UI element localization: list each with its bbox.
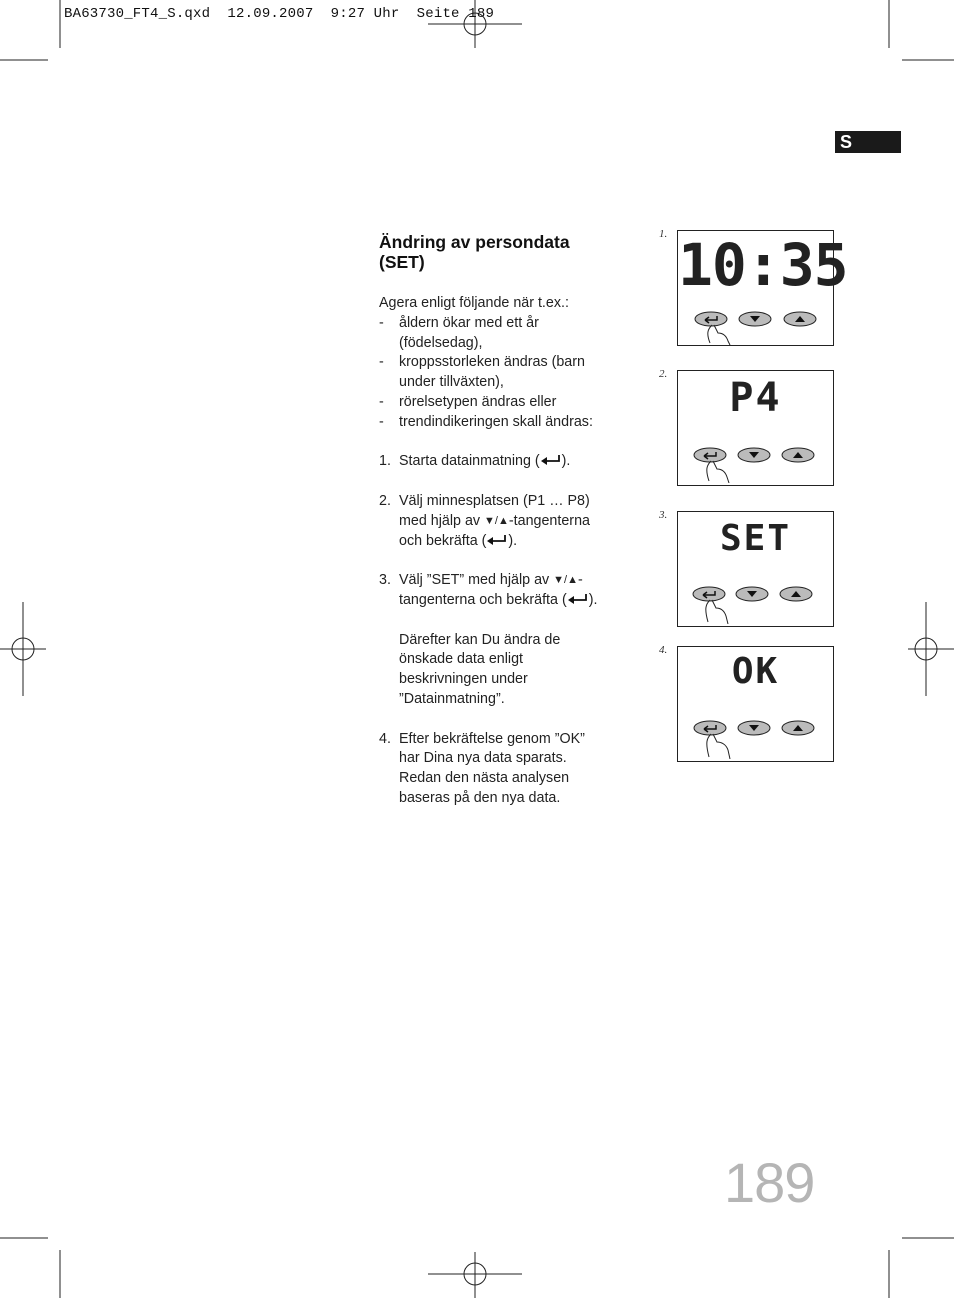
step-item xyxy=(379,631,609,710)
step-item xyxy=(379,730,609,809)
display-panel xyxy=(677,370,834,486)
enter-key-icon xyxy=(567,593,589,605)
section-title xyxy=(379,232,599,272)
figure-label: 2. xyxy=(659,368,668,380)
section-title-text: Ändring av persondata (SET) xyxy=(379,232,570,272)
bullet-text: kroppsstorleken ändras (barn under tillväxten), xyxy=(399,354,585,391)
list-item xyxy=(379,314,609,354)
language-tab xyxy=(835,131,901,153)
lcd-readout: OK xyxy=(731,651,780,692)
step-number: 1. xyxy=(379,453,391,470)
step-text: ). xyxy=(508,532,518,549)
bullet-marker: - xyxy=(379,354,384,371)
list-item xyxy=(379,353,609,393)
figure-label: 3. xyxy=(659,509,668,521)
page-number: 189 xyxy=(724,1151,815,1214)
figure-label: 1. xyxy=(659,228,668,240)
enter-button xyxy=(694,721,726,735)
bullet-text: åldern ökar med ett år (födelsedag), xyxy=(399,314,539,351)
button-row xyxy=(678,439,833,483)
enter-button xyxy=(693,587,725,601)
lcd-readout: SET xyxy=(719,518,792,559)
bullet-marker: - xyxy=(379,314,384,331)
step-text: Välj ”SET” med hjälp av xyxy=(399,572,554,589)
step-text: ). xyxy=(588,591,598,608)
button-row xyxy=(678,303,833,345)
enter-key-icon xyxy=(486,534,508,546)
figure-label: 4. xyxy=(659,644,668,656)
enter-button xyxy=(695,312,727,326)
pointing-hand-icon xyxy=(708,325,730,345)
list-item xyxy=(379,393,609,413)
step-number: 4. xyxy=(379,730,391,747)
bullet-text: rörelsetypen ändras eller xyxy=(399,393,557,410)
enter-button xyxy=(694,448,726,462)
display-panel xyxy=(677,511,834,627)
step-text: Därefter kan Du ändra de önskade data enligt beskrivningen under ”Datainmatning”. xyxy=(399,631,561,707)
intro-text: Agera enligt följande när t.ex.: xyxy=(379,295,569,311)
step-text: -tangenterna och bekräfta ( xyxy=(399,512,590,549)
step-number: 2. xyxy=(379,492,391,509)
lcd-readout: 10:35 xyxy=(678,231,848,299)
button-row xyxy=(678,711,833,759)
button-row xyxy=(678,578,833,624)
bullet-marker: - xyxy=(379,393,384,410)
file-header: BA63730_FT4_S.qxd 12.09.2007 9:27 Uhr Seite 189 xyxy=(64,6,495,22)
step-text: Efter bekräftelse genom ”OK” har Dina nya data sparats. Redan den nästa analysen baseras på den nya data. xyxy=(399,730,585,806)
step-text: ). xyxy=(561,453,571,470)
step-item xyxy=(379,492,609,551)
bullet-marker: - xyxy=(379,413,384,430)
arrow-keys-icon: ▼/▲ xyxy=(553,574,578,587)
step-number: 3. xyxy=(379,572,391,589)
step-text: Välj minnesplatsen (P1 … P8) med hjälp av xyxy=(399,492,590,529)
list-item xyxy=(379,413,609,433)
language-tab-label: S xyxy=(840,132,853,152)
pointing-hand-icon xyxy=(707,734,730,759)
pointing-hand-icon xyxy=(706,600,728,624)
enter-key-icon xyxy=(540,454,562,466)
step-text: -tangenterna och bekräfta ( xyxy=(399,572,583,608)
instruction-text xyxy=(379,294,609,809)
step-item xyxy=(379,452,609,472)
display-panel xyxy=(677,230,848,346)
display-panel xyxy=(677,646,834,762)
pointing-hand-icon xyxy=(707,461,729,483)
arrow-keys-icon: ▼/▲ xyxy=(484,514,509,527)
step-text: Starta datainmatning ( xyxy=(399,453,540,470)
lcd-readout: P4 xyxy=(729,375,782,421)
step-item xyxy=(379,571,609,611)
bullet-text: trendindikeringen skall ändras: xyxy=(399,413,593,430)
